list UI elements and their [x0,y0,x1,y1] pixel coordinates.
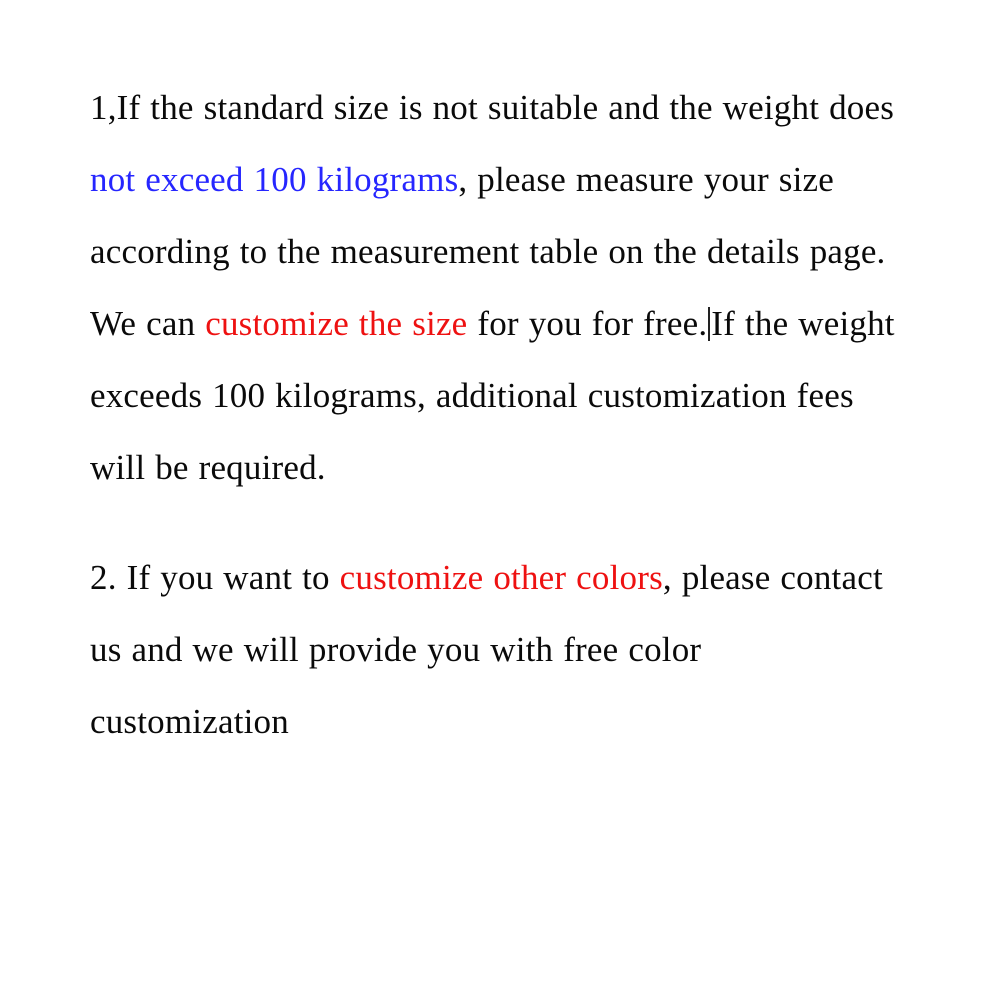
paragraph-1-segment-6: If the weight exceeds 100 kilograms, additional customization fees will be required. [90,304,895,487]
paragraph-1-blue-highlight: not exceed 100 kilograms [90,160,459,199]
paragraph-1-segment-3: , please measure your size according to the measurement table on the details page. We can [90,160,886,343]
paragraph-2-segment-3: , please contact us and we will provide you with free color customization [90,558,883,741]
paragraph-1-segment-1: 1,If the standard size is not suitable and the weight does [90,88,895,127]
paragraph-1-segment-5: for you for free. [467,304,708,343]
paragraph-1-red-highlight: customize the size [205,304,468,343]
paragraph-2-red-highlight: customize other colors [339,558,663,597]
paragraph-sizing [90,72,910,504]
paragraph-colors [90,542,910,758]
paragraph-2-segment-1: 2. If you want to [90,558,340,597]
text-cursor-caret [708,307,710,341]
